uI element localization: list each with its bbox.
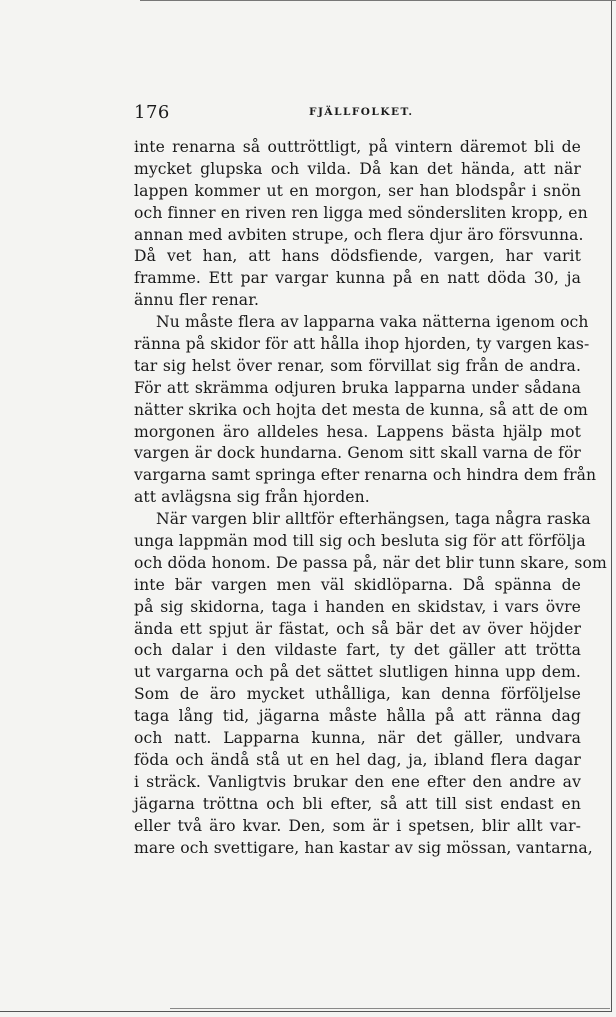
text-line: morgonen äro alldeles hesa. Lappens bästa hjälp mot [134, 422, 581, 441]
text-line: lappen kommer ut en morgon, ser han blodspår i snön [134, 181, 581, 200]
page-number: 176 [134, 102, 170, 123]
text-line: på sig skidorna, taga i handen en skidstav, i vars övre [134, 597, 581, 616]
page-header [0, 100, 616, 124]
text-line: eller två äro kvar. Den, som är i spetsen, blir allt var- [134, 816, 581, 835]
body-text [134, 137, 607, 859]
text-line: unga lappmän mod till sig och besluta sig för att förfölja [134, 532, 586, 551]
text-line: Då vet han, att hans dödsfiende, vargen, har varit [134, 247, 581, 266]
paragraph-start-line: Nu måste flera av lapparna vaka nätterna igenom och [156, 313, 589, 332]
text-line: mycket glupska och vilda. Då kan det hända, att när [134, 159, 581, 178]
text-line: Som de äro mycket uthålliga, kan denna förföljelse [134, 685, 581, 704]
text-line: tar sig helst över renar, som förvillat sig från de andra. [134, 356, 581, 375]
text-line: annan med avbiten strupe, och flera djur äro försvunna. [134, 225, 584, 244]
text-line: nätter skrika och hojta det mesta de kunna, så att de om [134, 400, 588, 419]
text-line: mare och svettigare, han kastar av sig mössan, vantarna, [134, 838, 593, 857]
running-head: FJÄLLFOLKET. [309, 106, 414, 118]
text-line: ränna på skidor för att hålla ihop hjorden, ty vargen kas- [134, 335, 590, 354]
text-line: ännu fler renar. [134, 291, 260, 310]
text-line: vargen är dock hundarna. Genom sitt skall varna de för [134, 444, 581, 463]
text-line: och natt. Lapparna kunna, när det gäller, undvara [134, 729, 581, 748]
paragraph-start-line: När vargen blir alltför efterhängsen, taga några raska [156, 510, 591, 529]
text-line: ut vargarna och på det sättet slutligen hinna upp dem. [134, 663, 581, 682]
text-line: i sträck. Vanligtvis brukar den ene efter den andre av [134, 772, 581, 791]
text-line: inte renarna så outtröttligt, på vintern däremot bli de [134, 138, 581, 156]
text-line: inte bär vargen men väl skidlöparna. Då spänna de [134, 575, 581, 594]
text-line: framme. Ett par vargar kunna på en natt döda 30, ja [134, 269, 581, 288]
text-line: För att skrämma odjuren bruka lapparna under sådana [134, 378, 581, 397]
text-line: föda och ändå stå ut en hel dag, ja, ibland flera dagar [134, 750, 581, 769]
text-line: och finner en riven ren ligga med söndersliten kropp, en [134, 203, 588, 222]
text-line: jägarna tröttna och bli efter, så att till sist endast en [134, 794, 581, 813]
text-line: och döda honom. De passa på, när det blir tunn skare, som [134, 553, 607, 572]
scan-edge-bottom [170, 1008, 610, 1009]
text-line: vargarna samt springa efter renarna och hindra dem från [134, 466, 597, 485]
text-line: ända ett spjut är fästat, och så bär det av över höjder [134, 619, 581, 638]
text-line: att avlägsna sig från hjorden. [134, 488, 370, 507]
scan-edge-top [140, 0, 616, 1]
text-line: taga lång tid, jägarna måste hålla på att ränna dag [134, 707, 581, 726]
text-line: och dalar i den vildaste fart, ty det gäller att trötta [134, 641, 581, 660]
